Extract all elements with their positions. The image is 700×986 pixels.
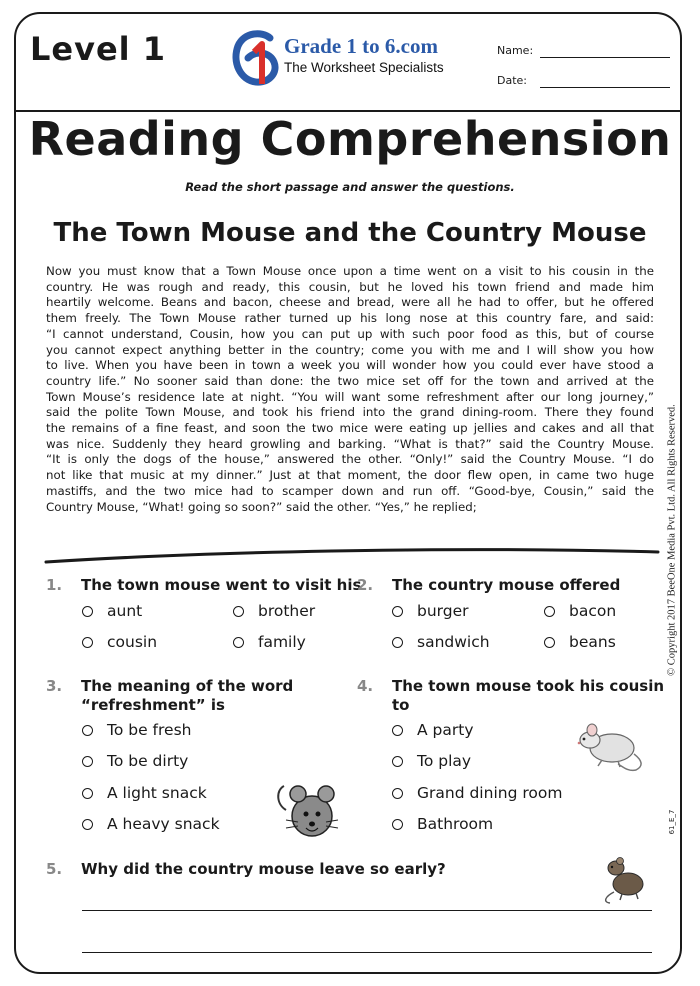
q3-option-2[interactable]: [82, 752, 188, 770]
date-field[interactable]: [540, 74, 670, 88]
passage-line: not like that music at my dinner.” Just at that moment, the door flew open, in came two huge: [46, 468, 654, 483]
radio-circle-icon[interactable]: [392, 725, 403, 736]
q2-option-sandwich[interactable]: [392, 633, 490, 651]
copyright-text: © Copyright 2017 BeeOne Media Pvt. Ltd. All Rights Reserved.: [666, 404, 678, 676]
option-label: A heavy snack: [107, 815, 220, 833]
passage-line: country. He was rough and ready, this cousin, but he loved his town friend and made him: [46, 279, 654, 294]
radio-circle-icon[interactable]: [82, 725, 93, 736]
answer-line[interactable]: [82, 952, 652, 953]
name-field[interactable]: [540, 44, 670, 58]
logo-title: Grade 1 to 6.com: [284, 34, 438, 58]
q2-option-beans[interactable]: [544, 633, 616, 651]
passage-line: “I cannot understand, Cousin, how you can put up with such poor food as this, but of course: [46, 326, 654, 341]
radio-circle-icon[interactable]: [233, 637, 244, 648]
radio-circle-icon[interactable]: [392, 756, 403, 767]
question-2-text: The country mouse offered: [392, 576, 621, 594]
q3-option-3[interactable]: [82, 784, 207, 802]
passage-line: them freely. The Town Mouse rather turned up his long nose at this country fare, and said:: [46, 311, 654, 326]
question-4-text: [392, 677, 664, 715]
option-label: bacon: [569, 602, 617, 620]
passage-line: country life.” No sooner said than done: the two mice set off for the town and arrived at the: [46, 373, 654, 388]
passage-line: Town Mouse’s residence late at night. “You will want some refreshment after our long journey,”: [46, 389, 654, 404]
logo-emblem-icon: [232, 30, 282, 86]
q2-option-burger[interactable]: [392, 602, 469, 620]
option-label: To play: [417, 752, 472, 770]
option-label: sandwich: [417, 633, 490, 651]
q3-option-1[interactable]: [82, 721, 191, 739]
radio-circle-icon[interactable]: [544, 637, 555, 648]
question-4-text-line: The town mouse took his cousin: [392, 677, 665, 695]
question-3-number: 3.: [46, 677, 63, 695]
radio-circle-icon[interactable]: [82, 788, 93, 799]
q4-option-1[interactable]: [392, 721, 474, 739]
radio-circle-icon[interactable]: [82, 606, 93, 617]
passage-line: heartily welcome. Beans and bacon, cheese and bread, were all he had to offer, but he offered: [46, 295, 654, 310]
brown-rat-icon: [600, 854, 656, 904]
question-1-number: 1.: [46, 576, 63, 594]
passage-line: you cannot expect anything better in the country; come you with me and I will show you how: [46, 342, 654, 357]
name-label: Name:: [497, 44, 534, 57]
q1-option-brother[interactable]: [233, 602, 315, 620]
passage-line: was nice. Suddenly they heard growling and barking. “What is that?” said the Country Mouse.: [46, 436, 654, 451]
gray-mouse-icon: [272, 776, 342, 842]
story-title: The Town Mouse and the Country Mouse: [53, 218, 647, 248]
option-label: Grand dining room: [417, 784, 563, 802]
q3-option-4[interactable]: [82, 815, 220, 833]
option-label: Bathroom: [417, 815, 494, 833]
question-3-text: [81, 677, 293, 715]
passage-line: “It is only the dogs of the house,” answered the other. “Only!” said the Country Mouse. “I do: [46, 452, 654, 467]
answer-line[interactable]: [82, 910, 652, 911]
option-label: To be dirty: [107, 752, 189, 770]
reading-passage: [46, 264, 654, 515]
question-1-text: The town mouse went to visit his: [81, 576, 362, 594]
passage-line: mastiffs, and the two mice had to scamper down and run off. “Good-bye, Cousin,” said the: [46, 483, 654, 498]
question-3-text-line: The meaning of the word: [81, 677, 294, 695]
option-label: burger: [417, 602, 469, 620]
radio-circle-icon[interactable]: [392, 819, 403, 830]
passage-line: Now you must know that a Town Mouse once upon a time went on a visit to his cousin in the: [46, 264, 654, 278]
q4-option-2[interactable]: [392, 752, 471, 770]
question-4-number: 4.: [357, 677, 374, 695]
radio-circle-icon[interactable]: [544, 606, 555, 617]
site-logo: [232, 30, 482, 86]
level-label: Level 1: [30, 30, 167, 68]
radio-circle-icon[interactable]: [82, 819, 93, 830]
radio-circle-icon[interactable]: [392, 637, 403, 648]
question-2-number: 2.: [357, 576, 374, 594]
passage-line: Country Mouse, “What! going so soon?” said the other. “Yes,” he replied;: [46, 499, 477, 514]
passage-line: to live. When you have been in town a week you will wonder how you could ever have stood a: [46, 358, 654, 373]
date-label: Date:: [497, 74, 527, 87]
q1-option-aunt[interactable]: [82, 602, 142, 620]
question-5-number: 5.: [46, 860, 63, 878]
q4-option-4[interactable]: [392, 815, 493, 833]
option-label: beans: [569, 633, 616, 651]
radio-circle-icon[interactable]: [233, 606, 244, 617]
passage-line: said the polite Town Mouse, and took his friend into the grand dining-room. There they found: [46, 405, 654, 420]
option-label: family: [258, 633, 306, 651]
radio-circle-icon[interactable]: [392, 606, 403, 617]
option-label: aunt: [107, 602, 143, 620]
white-mouse-icon: [574, 720, 648, 772]
wave-divider: [0, 538, 700, 568]
page-title: Reading Comprehension: [28, 112, 672, 166]
option-label: A light snack: [107, 784, 207, 802]
worksheet-code: 61_E_7: [668, 809, 676, 835]
option-label: To be fresh: [107, 721, 192, 739]
logo-tagline: The Worksheet Specialists: [284, 60, 444, 75]
q4-option-3[interactable]: [392, 784, 562, 802]
radio-circle-icon[interactable]: [82, 637, 93, 648]
question-4-text-line: to: [392, 696, 410, 714]
option-label: cousin: [107, 633, 158, 651]
question-5-text: Why did the country mouse leave so early?: [81, 860, 446, 878]
option-label: brother: [258, 602, 316, 620]
q2-option-bacon[interactable]: [544, 602, 616, 620]
radio-circle-icon[interactable]: [392, 788, 403, 799]
instruction-text: Read the short passage and answer the questions.: [185, 180, 515, 194]
radio-circle-icon[interactable]: [82, 756, 93, 767]
passage-line: the remains of a fine feast, and soon the two mice were eating up jellies and cakes and all that: [46, 421, 654, 436]
q1-option-cousin[interactable]: [82, 633, 157, 651]
option-label: A party: [417, 721, 474, 739]
question-3-text-line: “refreshment” is: [81, 696, 225, 714]
q1-option-family[interactable]: [233, 633, 306, 651]
